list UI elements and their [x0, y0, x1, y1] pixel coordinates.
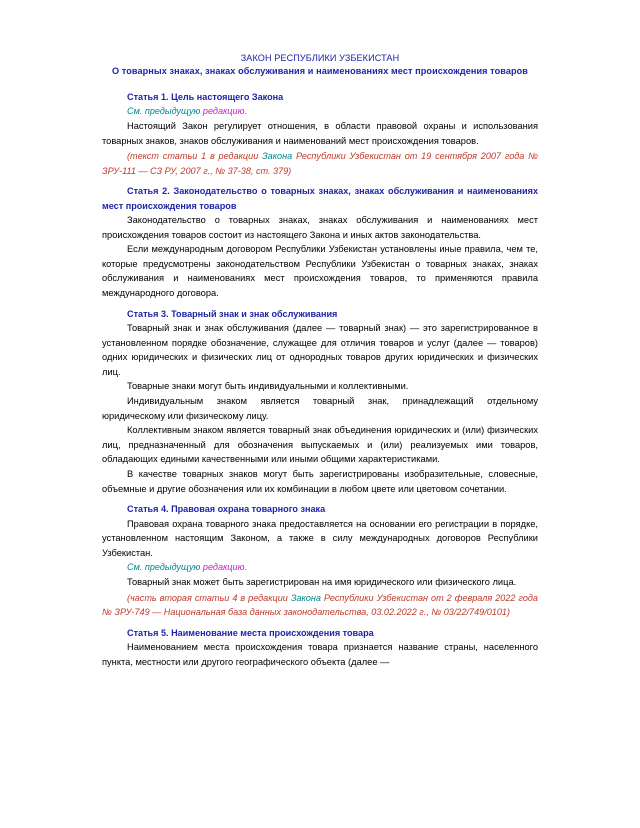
- document-subtitle: О товарных знаках, знаках обслуживания и наименованиях мест происхождения товаров: [112, 66, 528, 77]
- see-previous-tail: редакцию.: [202, 106, 247, 117]
- citation-law-link[interactable]: Закона: [290, 592, 321, 603]
- article-heading-1: Статья 1. Цель настоящего Закона: [127, 91, 284, 102]
- article-heading-5: Статья 5. Наименование места происхождения товара: [127, 627, 374, 638]
- article-3-paragraph-4: Коллективным знаком является товарный знак объединения юридических и (или) физических лиц, предназначенный для обозначения выпускаемых и (или) реализуемых ими товаров, обладающих едиными качественными или иными общими характеристиками.: [102, 425, 538, 465]
- citation-prefix: (часть вторая статьи 4 в редакции: [127, 592, 291, 603]
- see-previous-lead: См. предыдущую: [127, 562, 203, 573]
- article-1-paragraph-1: Настоящий Закон регулирует отношения, в области правовой охраны и использования товарных знаков, знаков обслуживания и наименований мест происхождения товаров.: [102, 121, 538, 146]
- article-heading-4: Статья 4. Правовая охрана товарного знака: [127, 504, 326, 515]
- article-3-paragraph-2: Товарные знаки могут быть индивидуальными и коллективными.: [127, 381, 409, 392]
- article-4-citation: [102, 590, 538, 620]
- see-previous-edition-link-2[interactable]: [102, 560, 538, 575]
- article-3-paragraph-5: В качестве товарных знаков могут быть зарегистрированы изобразительные, словесные, объемные и другие обозначения или их комбинации в любом цвете или цветовом сочетании.: [102, 468, 538, 494]
- article-2-paragraph-1: Законодательство о товарных знаках, знаках обслуживания и наименованиях мест происхождения товаров состоит из настоящего Закона и иных актов законодательства.: [102, 215, 538, 240]
- see-previous-edition-link-1[interactable]: [102, 104, 538, 119]
- article-heading-3: Статья 3. Товарный знак и знак обслуживания: [127, 308, 338, 319]
- document-title: ЗАКОН РЕСПУБЛИКИ УЗБЕКИСТАН: [240, 53, 400, 63]
- article-3-paragraph-1: Товарный знак и знак обслуживания (далее — товарный знак) — это зарегистрированное в установленном порядке обозначение, служащее для отличия товаров и услуг (далее — товаров) одних юридических и физических лиц от однородных товаров других юридических и физических лиц.: [102, 323, 538, 377]
- article-5-paragraph-1: Наименованием места происхождения товара признается название страны, населенного пункта, местности или другого географического объекта (далее —: [102, 642, 538, 667]
- article-3-paragraph-3: Индивидуальным знаком является товарный знак, принадлежащий отдельному юридическому или физическому лицу.: [102, 395, 538, 421]
- citation-suffix: Республики Узбекистан от 2 февраля 2022 года № ЗРУ-749 — Национальная база данных законодательства, 03.02.2022 г., № 03/22/749/0101): [102, 592, 538, 618]
- citation-suffix: Республики Узбекистан от 19 сентября 2007 года № ЗРУ-111 — СЗ РУ, 2007 г., № 37-38, ст. 379): [102, 151, 539, 176]
- see-previous-tail: редакцию.: [202, 562, 247, 573]
- citation-prefix: (текст статьи 1 в редакции: [127, 151, 263, 162]
- citation-law-link[interactable]: Закона: [262, 151, 293, 162]
- see-previous-lead: См. предыдущую: [127, 106, 203, 117]
- article-4-paragraph-2: Товарный знак может быть зарегистрирован на имя юридического или физического лица.: [127, 577, 517, 588]
- article-heading-2: Статья 2. Законодательство о товарных знаках, знаках обслуживания и наименованиях мест происхождения товаров: [102, 186, 538, 211]
- article-2-paragraph-2: Если международным договором Республики Узбекистан установлены иные правила, чем те, которые предусмотрены законодательством Республики Узбекистан о товарных знаках, знаках обслуживания и наименованиях мест происхождения товаров, то применяются правила международного договора.: [102, 244, 538, 298]
- document-body: [102, 52, 538, 669]
- article-4-paragraph-1: Правовая охрана товарного знака предоставляется на основании его регистрации в порядке, установленном настоящим Законом, а также в силу международных договоров Республики Узбекистан.: [102, 518, 538, 558]
- article-1-citation: [102, 148, 538, 178]
